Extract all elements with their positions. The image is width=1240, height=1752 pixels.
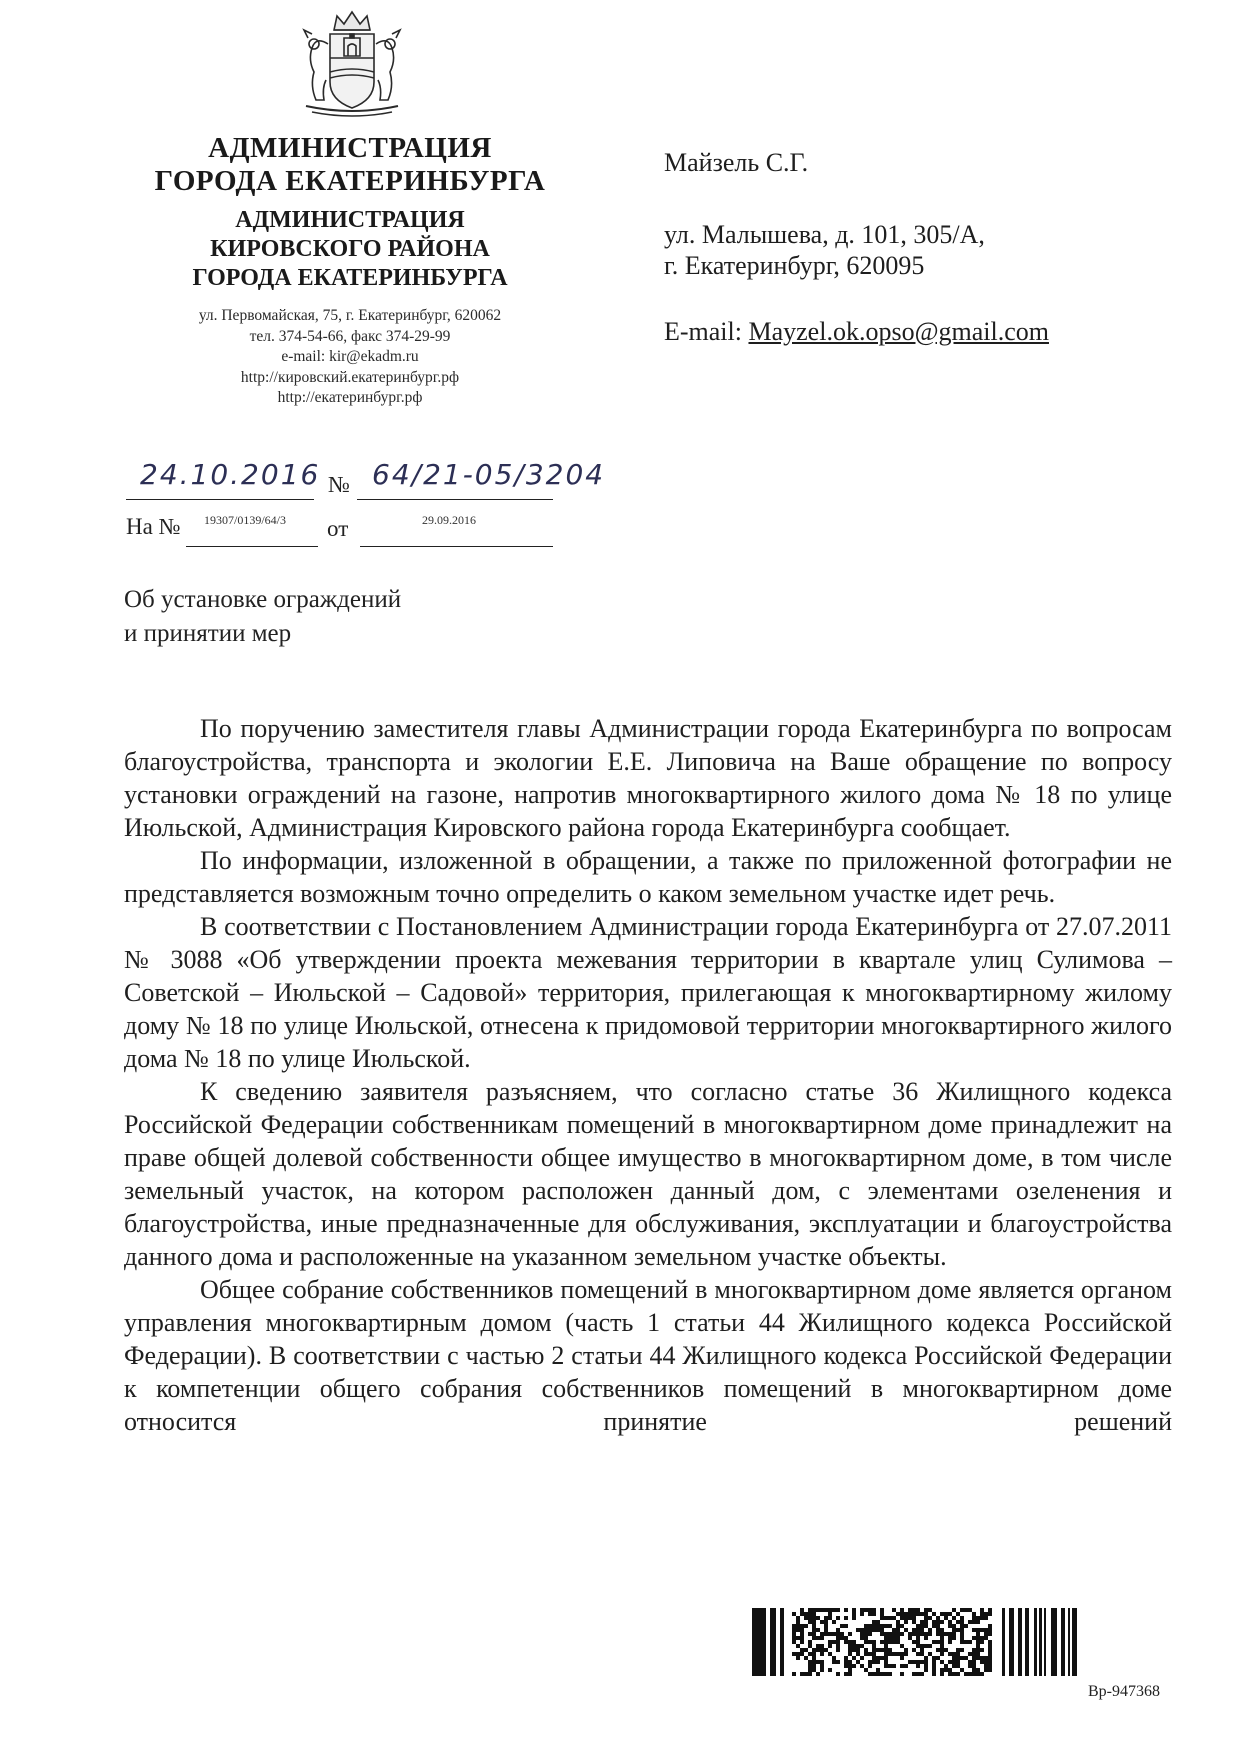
org-email: e-mail: kir@ekadm.ru (281, 348, 419, 365)
recipient-email-label: E-mail: (664, 317, 742, 346)
body-paragraph-2: По информации, изложенной в обращении, а также по приложенной фотографии не представляется возможным точно определить о каком земельном участке идет речь. (124, 846, 1172, 908)
ref-number: 19307/0139/64/3 (204, 513, 287, 527)
ref-date: 29.09.2016 (422, 513, 476, 527)
ref-date-label: от (327, 516, 349, 541)
letter-subject (124, 583, 401, 651)
recipient-email-link[interactable]: Mayzel.ok.opso@gmail.com (748, 317, 1049, 346)
letter-date: 24.10.2016 (140, 458, 321, 491)
subject-line2: и принятии мер (124, 620, 292, 647)
subject-line1: Об установке ограждений (124, 586, 402, 613)
body-paragraph-3: В соответствии с Постановлением Администрации города Екатеринбурга от 27.07.2011 № 3088 «Об утверждении проекта межевания территории в квартале улиц Сулимова – Советской – Июльской – Садовой» территория, прилегающая к многоквартирному жилому дому № 18 по улице Июльской, отнесена к придомовой территории многоквартирного жилого дома № 18 по улице Июльской. (124, 912, 1172, 1073)
org-contacts (130, 306, 570, 409)
org-phone: тел. 374-54-66, факс 374-29-99 (249, 327, 451, 345)
ref-number-label: На № (126, 514, 181, 539)
letter-number-label: № (328, 472, 350, 497)
body-paragraph-4: К сведению заявителя разъясняем, что согласно статье 36 Жилищного кодекса Российской Федерации собственникам помещений в многоквартирном доме принадлежит на праве общей долевой собственности общее имущество в многоквартирном доме, в том числе земельный участок, на котором расположен данный дом, с элементами озеленения и благоустройства, иные предназначенные для обслуживания, эксплуатации и благоустройства данного дома и расположенные на указанном земельном участке объекты. (124, 1077, 1172, 1271)
recipient-address-line1: ул. Малышева, д. 101, 305/А, (664, 220, 985, 249)
sub-org-line1: АДМИНИСТРАЦИЯ (235, 207, 465, 233)
barcode-icon (752, 1608, 1077, 1676)
recipient-name: Майзель С.Г. (664, 148, 809, 177)
recipient-address-line2: г. Екатеринбург, 620095 (664, 251, 925, 280)
letter-body (124, 712, 1172, 1438)
org-website-city: http://екатеринбург.рф (277, 389, 423, 406)
recipient-email-row (664, 317, 1049, 347)
sub-org-line3: ГОРОДА ЕКАТЕРИНБУРГА (192, 265, 508, 291)
number-underline (357, 498, 553, 500)
ref-number-underline (186, 545, 318, 547)
org-name-line2: ГОРОДА ЕКАТЕРИНБУРГА (154, 165, 546, 197)
sub-org-line2: КИРОВСКОГО РАЙОНА (210, 236, 490, 262)
date-underline (126, 498, 314, 500)
body-paragraph-1: По поручению заместителя главы Администрации города Екатеринбурга по вопросам благоустройства, транспорта и экологии Е.Е. Липовича на Ваше обращение по вопросу установки ограждений на газоне, напротив многоквартирного жилого дома № 18 по улице Июльской, Администрация Кировского района города Екатеринбурга сообщает. (124, 714, 1172, 842)
letter-number: 64/21-05/3204 (372, 458, 606, 491)
barcode-number: Вр-947368 (1088, 1683, 1160, 1700)
coat-of-arms-icon (290, 8, 414, 120)
ref-date-underline (360, 545, 553, 547)
org-website-district: http://кировский.екатеринбург.рф (240, 368, 460, 386)
org-address: ул. Первомайская, 75, г. Екатеринбург, 620062 (198, 307, 502, 324)
body-paragraph-5: Общее собрание собственников помещений в многоквартирном доме является органом управления многоквартирным домом (часть 1 статьи 44 Жилищного кодекса Российской Федерации). В соответствии с частью 2 статьи 44 Жилищного кодекса Российской Федерации к компетенции общего собрания собственников помещений в многоквартирном доме относится принятие решений (124, 1275, 1172, 1436)
org-name-line1: АДМИНИСТРАЦИЯ (208, 132, 492, 164)
